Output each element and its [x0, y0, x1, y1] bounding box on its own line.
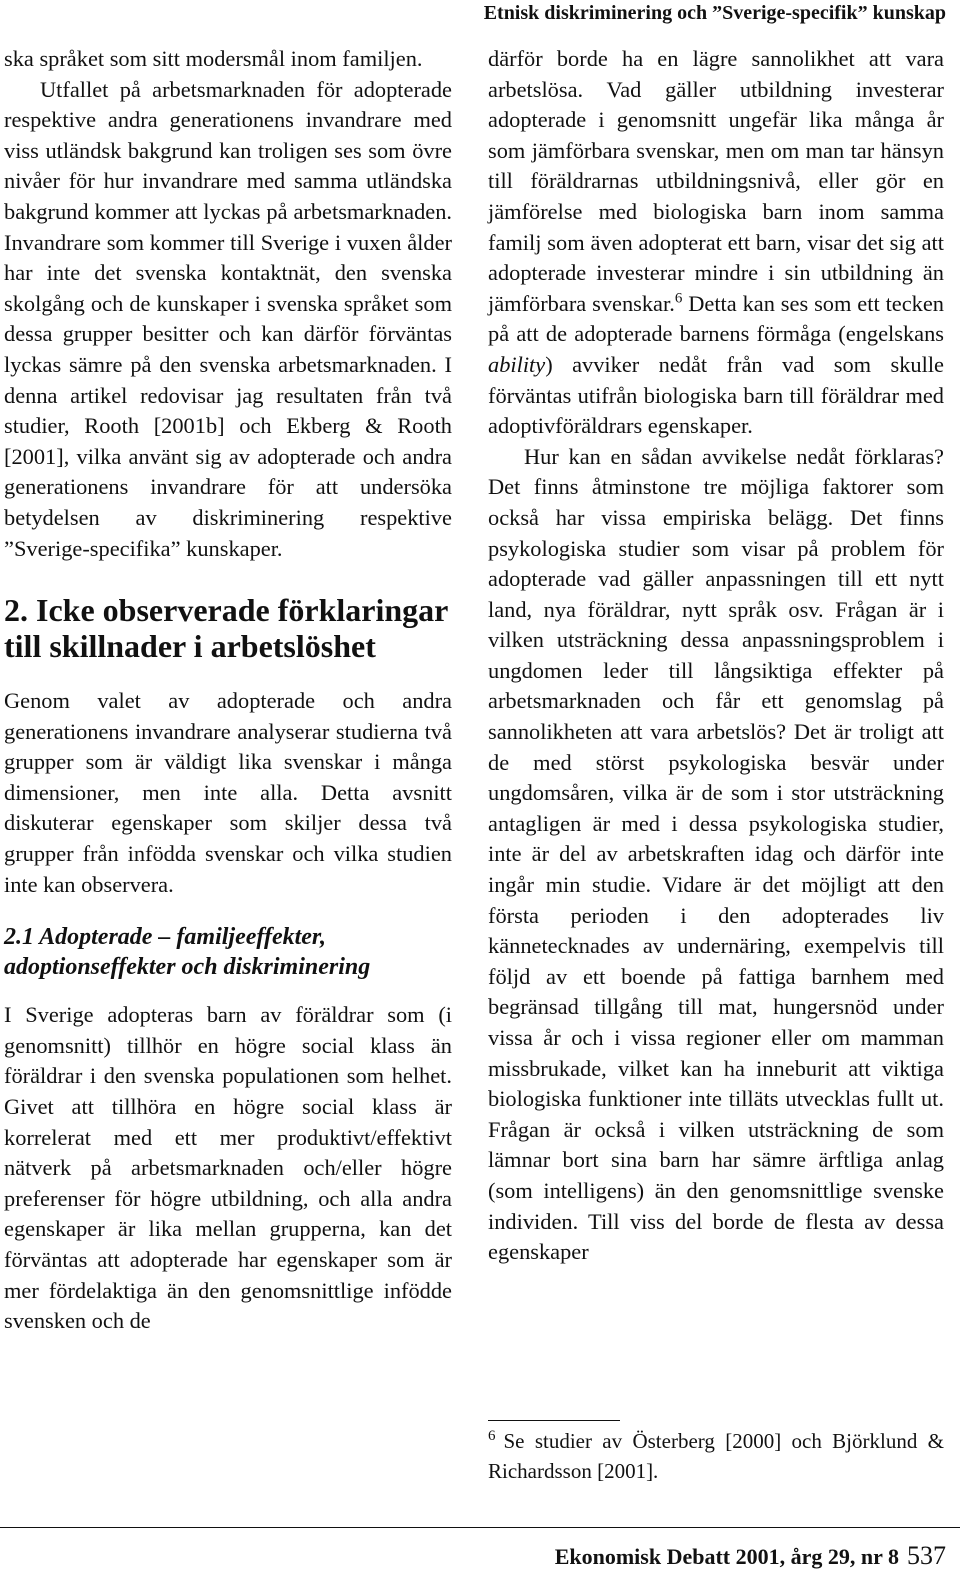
paragraph-adopted: I Sverige adopteras barn av föräldrar som (i genomsnitt) tillhör en högre social klass än föräldrar i den svenska populationen som helhet. Givet att tillhöra en högre social klass är korrelerat med ett mer produktivt/effektivt nätverk på arbetsmarknaden och/eller högre preferenser för högre utbildning, och alla andra egenskaper är lika mellan grupperna, kan det förväntas att adopterade har egenskaper som är mer fördelaktiga än den genomsnittlige infödde svensken och de [4, 1002, 452, 1334]
paragraph-section-intro: Genom valet av adopterade och andra generationens invandrare analyserar studierna två grupper som är väldigt lika svenskar i många dimensioner, men inte alla. Detta avsnitt diskuterar egenskaper som skiljer dessa två grupper från infödda svenskar och vilka studien inte kan observera. [4, 688, 452, 897]
paragraph-text: Detta kan ses som ett tecken på att de adopterade barnens förmåga (engelskans [488, 290, 944, 347]
footnote-number: 6 [488, 1428, 496, 1444]
footnote-divider [488, 1420, 620, 1421]
section-heading: 2. Icke observerade förklaringar till skillnader i arbetslöshet [4, 592, 448, 665]
paragraph-text: därför borde ha en lägre sannolikhet att vara arbetslösa. Vad gäller utbildning investerar adopterade i genomsnitt ungefär lika många år som jämförbara svenskar, men om man tar hänsyn till föräldrarnas utbildningsnivå, eller gör en jämförelse med biologiska barn inom samma familj som även adopterat ett barn, visar det sig att adopterade investerar mindre i sin utbildning än jämförbara svenskar. [488, 46, 944, 316]
subsection-heading: 2.1 Adopterade – familjeeffekter, adoptionseffekter och diskriminering [4, 924, 371, 981]
journal-citation: Ekonomisk Debatt 2001, årg 29, nr 8 [554, 1544, 899, 1569]
paragraph-continued: ska språket som sitt modersmål inom familjen. [4, 46, 423, 71]
running-header: Etnisk diskriminering och ”Sverige-specifik” kunskap [483, 2, 946, 24]
paragraph-text: ) avviker nedåt från vad som skulle förväntas utifrån biologiska barn till föräldrar med adoptivföräldrars egenskaper. [488, 351, 944, 439]
paragraph-education [488, 44, 944, 442]
footnote [488, 1426, 944, 1486]
page-number: 537 [907, 1541, 946, 1570]
paragraph-explanations: Hur kan en sådan avvikelse nedåt förklaras? Det finns åtminstone tre möjliga faktorer som också har vissa empiriska belägg. Det finns psykologiska studier som visar på problem för adopterade vad gäller anpassningen till ett nytt land, nya föräldrar, nytt språk osv. Frågan är i vilken utsträckning dessa anpassningsproblem i ungdomen leder till långsiktiga effekter på arbetsmarknaden och får ett genomslag på sannolikheten att vara arbetslös? Det är troligt att de med störst psykologiska besvär under ungdomsåren, vilka är de som i stor utsträckning antagligen är med i dessa psykologiska studier, inte är del av arbetskraften idag och därför inte ingår min studie. Vidare är det möjligt att den första perioden i den adopterades liv kännetecknades av undernäring, exempelvis till följd av ett boende på fattiga barnhem med begränsad tillgång till mat, hungersnöd under vissa år och i vissa regioner eller om mamman missbrukade, vilket kan ha inneburit att viktiga biologiska funktioner inte tilläts utvecklas fullt ut. Frågan är också i vilken utsträckning de som lämnar bort sina barn har sämre ärftliga anlag (som intelligens) än den genomsnittlige svenske individen. Till viss del borde de flesta av dessa egenskaper [488, 443, 944, 1265]
paragraph-outcome: Utfallet på arbetsmarknaden för adopterade respektive andra generationens invandrare med viss utländsk bakgrund kan troligen ses som övre nivåer för hur invandrare med samma utländska bakgrund kommer att lyckas på arbetsmarknaden. Invandrare som kommer till Sverige i vuxen ålder har inte det svenska kontaktnät, den svenska skolgång och de kunskaper i svenska språket som dessa grupper besitter och kan därför förväntas lyckas sämre på den svenska arbetsmarknaden. I denna artikel redovisar jag resultaten från två studier, Rooth [2001b] och Ekberg & Rooth [2001], vilka använt sig av adopterade och andra generationens invandrare för att undersöka betydelsen av diskriminering respektive ”Sverige-specifika” kunskaper. [4, 76, 452, 561]
footer-divider [0, 1527, 960, 1528]
right-column [488, 44, 944, 1268]
footnote-reference[interactable]: 6 [674, 290, 683, 307]
page-footer [555, 1536, 946, 1577]
italic-term: ability [488, 351, 546, 377]
left-column [4, 44, 452, 1337]
footnote-text: Se studier av Österberg [2000] och Björklund & Richardsson [2001]. [488, 1429, 944, 1483]
